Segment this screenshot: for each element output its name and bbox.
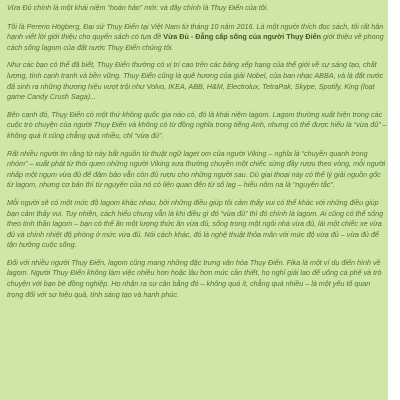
paragraph-5: Rất nhiều người tin rằng từ này bắt nguồn từ thuật ngữ laget om của người Viking – nghĩa là “chuyền quanh trong nhóm” – xuất phát từ thói quen những người Viking xưa thường chuyền một chiếc sừng đầy rượu theo vòng, mỗi người nhấp một ngụm vừa đủ để đảm bảo vẫn còn đủ rượu cho những người sau. Dù giai thoại này có thể lý giải nguồn gốc từ lagom, nhưng cơ bản thì từ nguyên của nó có liên quan đến từ số lag – hiểu nôm na là “nguyên tắc”. — [7, 148, 386, 190]
paragraph-2 — [7, 22, 388, 54]
book-text — [7, 3, 388, 307]
book-title: Vừa Đủ - Đẳng cấp sống của người Thụy Điển — [163, 32, 321, 42]
paragraph-2-outro: giới thiệu về phong cách sống lagom của đất nước Thụy Điển chúng tôi. — [7, 32, 384, 52]
paragraph-1: Vừa Đủ chính là một khái niệm “hoàn hảo” mới: và đây chính là Thụy Điển của tôi. — [7, 3, 269, 12]
paragraph-7: Đối với nhiều người Thụy Điển, lagom cũng mang những đặc trưng văn hóa Thụy Điển. Fika là một ví dụ điển hình về lagom. Người Thụy Điển không làm việc nhiều hơn hoặc lâu hơn mức cần thiết, họ nghỉ giải lao để uống cà phê và trò chuyện với bạn bè đồng nghiệp. Họ nhận ra sự cân bằng đó – không quá ít, chẳng quá nhiều – là một yếu tố quan trọng đối với sự hiệu quả, tính sáng tạo và hạnh phúc. — [7, 257, 382, 299]
paragraph-2-intro: Tôi là Pererio Högberg, Đại sứ Thụy Điển tại Việt Nam từ tháng 10 năm 2016. Là một người thích đọc sách, tôi rất hân hạnh viết lời giới thiệu cho quyển sách có tựa đề — [7, 21, 384, 42]
paragraph-6: Mỗi người sẽ có một mức độ lagom khác nhau, bởi những điều giúp tôi cảm thấy vui có thể khác với những điều giúp bạn cảm thấy vui. Tuy nhiên, cách hiểu chung vẫn là khi điều gì đó “vừa đủ” thì đó chính là lagom. Ai cũng có thể sống theo tinh thần lagom – bạn có thể ăn một lượng thức ăn vừa đủ, sống trong một ngôi nhà vừa đủ, lái một chiếc xe vừa đủ và chính nhiệt độ phòng ở mức vừa đủ. Nói cách khác, đó là nghệ thuật thỏa mãn với mức độ vừa đủ – vừa đủ để tận hưởng cuộc sống. — [7, 197, 384, 250]
paragraph-4: Bên cạnh đó, Thụy Điển có một thứ không quốc gia nào có, đó là khái niệm lagom. Lagom thường xuất hiện trong các cuộc trò chuyện của người Thụy Điển và không có từ đồng nghĩa trong tiếng Anh, nhưng có thể được hiểu là “vừa đủ” – không quá ít cũng chẳng quá nhiều, chỉ “vừa đủ”. — [7, 109, 387, 140]
paragraph-3: Như các bạn có thể đã biết, Thụy Điển thường có vị trí cao trên các bảng xếp hạng của thế giới về sự sáng tạo, chất lượng, tính cạnh tranh và bền vững. Thụy Điển cũng là quê hương của giải Nobel, của ban nhạc ABBA, và là đất nước đã sinh ra những thương hiệu vượt trội như Volvo, IKEA, ABB, H&M, Electrolux, TetraPak, Skype, Spotify, King (loạt game Candy Crush Saga)... — [7, 60, 384, 102]
page-edge — [388, 0, 400, 400]
